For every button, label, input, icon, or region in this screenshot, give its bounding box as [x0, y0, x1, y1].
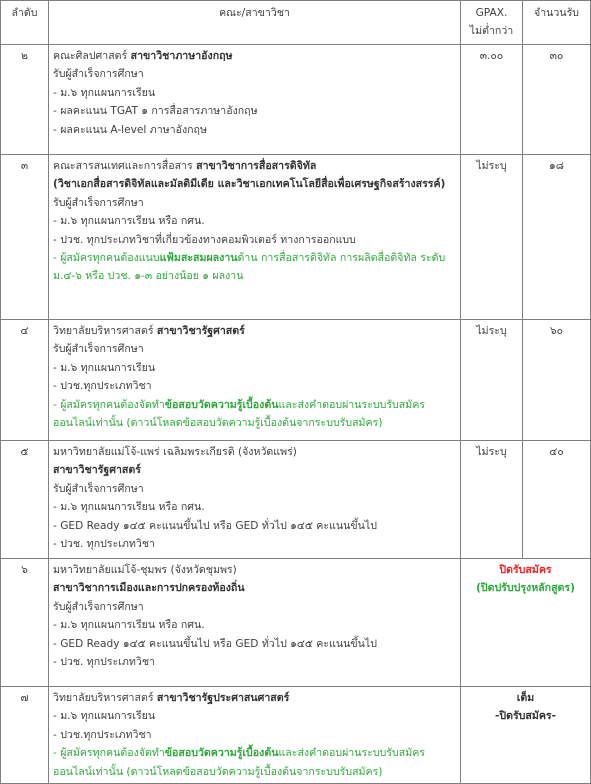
- requirement-line: - ม.๖ ทุกแผนการเรียน หรือ กศน.: [53, 215, 205, 228]
- header-row: [1, 1, 591, 45]
- requirement-line: - ม.๖ ทุกแผนการเรียน หรือ กศน.: [53, 501, 205, 514]
- header-faculty: คณะ/สาขาวิชา: [49, 1, 461, 45]
- table-row: [1, 155, 591, 320]
- row-program: [49, 559, 461, 687]
- requirement-line: - ปวช. ทุกประเภทวิชา: [53, 538, 155, 551]
- table-row: [1, 559, 591, 687]
- header-no: ลำดับ: [1, 1, 49, 45]
- row-seats: ๔๐: [523, 441, 591, 559]
- requirement-line: รับผู้สำเร็จการศึกษา: [53, 68, 144, 81]
- program-major: สาขาวิชารัฐศาสตร์: [53, 464, 141, 477]
- requirement-line: - ม.๖ ทุกแผนการเรียน: [53, 86, 156, 99]
- program-title: มหาวิทยาลัยแม่โจ้-ชุมพร (จังหวัดชุมพร): [53, 564, 237, 576]
- row-number: ๔: [1, 320, 49, 441]
- portfolio-note: - ผู้สมัครทุกคนต้องแนบแฟ้มสะสมผลงานด้าน การสื่อสารดิจิทัล การผลิตสื่อดิจิทัล ระดับ ม.๔-๖ หรือ ปวช. ๑-๓ อย่างน้อย ๑ ผลงาน: [53, 252, 446, 283]
- row-number: ๕: [1, 441, 49, 559]
- header-gpax-line1: GPAX.: [475, 7, 508, 19]
- requirement-line: รับผู้สำเร็จการศึกษา: [53, 196, 144, 209]
- program-title: วิทยาลัยบริหารศาสตร์ สาขาวิชารัฐศาสตร์: [53, 325, 245, 337]
- requirement-line: - GED Ready ๑๔๕ คะแนนขึ้นไป หรือ GED ทั่วไป ๑๔๕ คะแนนขึ้นไป: [53, 637, 377, 650]
- requirement-line: รับผู้สำเร็จการศึกษา: [53, 343, 144, 356]
- requirement-line: - ปวช. ทุกประเภทวิชาที่เกี่ยวข้องทางคอมพิวเตอร์ ทางการออกแบบ: [53, 233, 356, 246]
- exam-note: - ผู้สมัครทุกคนต้องจัดทำข้อสอบวัดความรู้เบื้องต้นและส่งคำตอบผ่านระบบรับสมัครออนไลน์เท่านั้น (ดาวน์โหลดข้อสอบวัดความรู้เบื้องต้นจากระบบรับสมัคร): [53, 398, 425, 430]
- requirement-line: - GED Ready ๑๔๕ คะแนนขึ้นไป หรือ GED ทั่วไป ๑๔๕ คะแนนขึ้นไป: [53, 519, 377, 532]
- row-status: [461, 559, 591, 687]
- requirement-line: - ปวช.ทุกประเภทวิชา: [53, 380, 152, 393]
- program-title: คณะสารสนเทศและการสื่อสาร สาขาวิชาการสื่อสารดิจิทัล: [53, 160, 317, 172]
- row-number: ๗: [1, 687, 49, 784]
- row-program: [49, 441, 461, 559]
- header-seats: จำนวนรับ: [523, 1, 591, 45]
- row-gpax: ไม่ระบุ: [461, 441, 523, 559]
- program-major: สาขาวิชาภาษาอังกฤษ: [130, 50, 233, 62]
- row-program: [49, 687, 461, 784]
- row-seats: ๖๐: [523, 320, 591, 441]
- status-reason: (ปิดปรับปรุงหลักสูตร): [476, 582, 575, 595]
- program-major: สาขาวิชารัฐศาสตร์: [156, 325, 245, 337]
- header-gpax-line2: ไม่ต่ำกว่า: [469, 25, 514, 38]
- program-major: สาขาวิชารัฐประศาสนศาสตร์: [156, 692, 290, 704]
- requirement-line: - ปวช.ทุกประเภทวิชา: [53, 728, 152, 741]
- exam-note: - ผู้สมัครทุกคนต้องจัดทำข้อสอบวัดความรู้เบื้องต้นและส่งคำตอบผ่านระบบรับสมัครออนไลน์เท่านั้น (ดาวน์โหลดข้อสอบวัดความรู้เบื้องต้นจากระบบรับสมัคร): [53, 747, 425, 778]
- program-title: มหาวิทยาลัยแม่โจ้-แพร่ เฉลิมพระเกียรติ (จังหวัดแพร่): [53, 446, 297, 458]
- program-subtitle: (วิชาเอกสื่อสารดิจิทัลและมัลติมีเดีย และวิชาเอกเทคโนโลยีสื่อเพื่อเศรษฐกิจสร้างสรรค์): [53, 178, 446, 191]
- row-status: [461, 687, 591, 784]
- requirement-line: - ผลคะแนน A-level ภาษาอังกฤษ: [53, 123, 207, 136]
- table-row: [1, 320, 591, 441]
- row-gpax: ๓.๐๐: [461, 45, 523, 155]
- table-row: [1, 687, 591, 784]
- status-full: เต็ม: [516, 692, 535, 704]
- requirement-line: รับผู้สำเร็จการศึกษา: [53, 482, 144, 495]
- program-title: คณะศิลปศาสตร์ สาขาวิชาภาษาอังกฤษ: [53, 50, 233, 62]
- row-seats: ๑๘: [523, 155, 591, 320]
- table-row: [1, 45, 591, 155]
- requirement-line: - ผลคะแนน TGAT ๑ การสื่อสารภาษาอังกฤษ: [53, 105, 258, 118]
- row-program: [49, 320, 461, 441]
- requirement-line: - ม.๖ ทุกแผนการเรียน: [53, 710, 156, 723]
- row-number: ๓: [1, 155, 49, 320]
- row-gpax: ไม่ระบุ: [461, 320, 523, 441]
- requirement-line: - ปวช. ทุกประเภทวิชา: [53, 656, 155, 669]
- requirement-line: - ม.๖ ทุกแผนการเรียน หรือ กศน.: [53, 619, 205, 632]
- program-major: สาขาวิชาการเมืองและการปกครองท้องถิ่น: [53, 582, 245, 595]
- row-number: ๒: [1, 45, 49, 155]
- row-gpax: ไม่ระบุ: [461, 155, 523, 320]
- header-gpax: [461, 1, 523, 45]
- program-title: วิทยาลัยบริหารศาสตร์ สาขาวิชารัฐประศาสนศาสตร์: [53, 692, 290, 704]
- row-program: [49, 45, 461, 155]
- row-number: ๖: [1, 559, 49, 687]
- program-major: สาขาวิชาการสื่อสารดิจิทัล: [196, 160, 317, 172]
- row-seats: ๓๐: [523, 45, 591, 155]
- requirement-line: - ม.๖ ทุกแผนการเรียน: [53, 361, 156, 374]
- requirement-line: รับผู้สำเร็จการศึกษา: [53, 600, 144, 613]
- table-row: [1, 441, 591, 559]
- status-closed: -ปิดรับสมัคร-: [494, 710, 557, 723]
- row-program: [49, 155, 461, 320]
- status-closed: ปิดรับสมัคร: [499, 564, 552, 576]
